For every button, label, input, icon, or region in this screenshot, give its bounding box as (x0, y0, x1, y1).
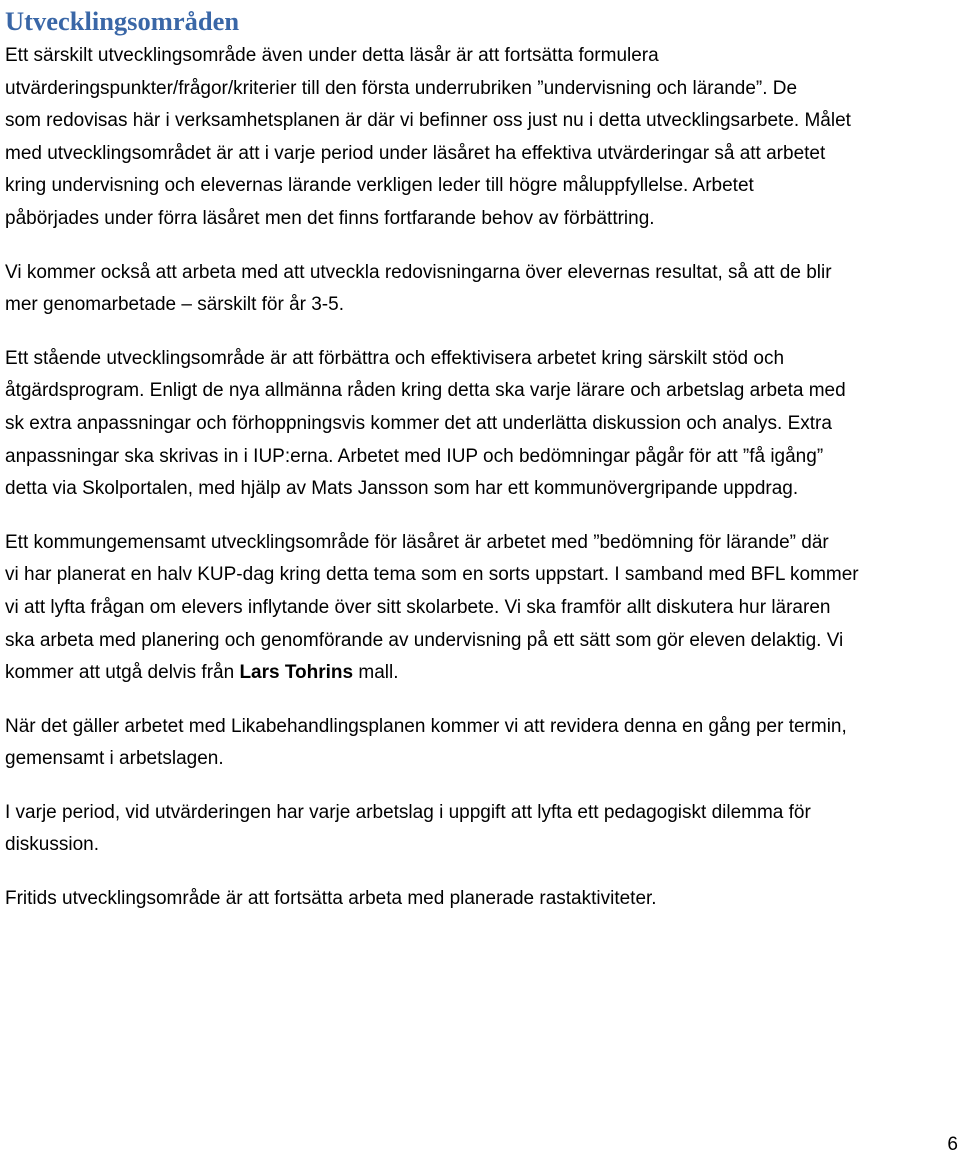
text-line: med utvecklingsområdet är att i varje period under läsåret ha effektiva utvärderingar så att arbetet (5, 142, 826, 164)
text-line: vi har planerat en halv KUP-dag kring detta tema som en sorts uppstart. I samband med BFL kommer (5, 564, 859, 586)
text-line: åtgärdsprogram. Enligt de nya allmänna råden kring detta ska varje lärare och arbetslag arbeta med (5, 380, 846, 402)
paragraph-assessment-for-learning (5, 527, 955, 690)
text-line: gemensamt i arbetslagen. (5, 748, 224, 770)
paragraph-after-school (5, 883, 955, 916)
text-line: Ett stående utvecklingsområde är att förbättra och effektivisera arbetet kring särskilt stöd och (5, 347, 785, 369)
text-line: påbörjades under förra läsåret men det finns fortfarande behov av förbättring. (5, 207, 655, 229)
paragraph-pedagogical-dilemma (5, 797, 955, 862)
text-line: Ett särskilt utvecklingsområde även under detta läsår är att fortsätta formulera (5, 45, 659, 66)
text-line: utvärderingspunkter/frågor/kriterier till den första underrubriken ”undervisning och lärande”. De (5, 77, 798, 99)
author-name: Lars Tohrins (239, 662, 354, 684)
page-number: 6 (947, 1134, 958, 1155)
paragraph-evaluation-criteria (5, 40, 955, 236)
text-line-end: mall. (353, 662, 399, 684)
text-line: Vi kommer också att arbeta med att utveckla redovisningarna över elevernas resultat, så att de blir (5, 261, 832, 283)
text-line-start: kommer att utgå delvis från (5, 662, 240, 684)
text-line: ska arbeta med planering och genomförande av undervisning på ett sätt som gör eleven delaktig. Vi (5, 629, 844, 651)
text-line: I varje period, vid utvärderingen har varje arbetslag i uppgift att lyfta ett pedagogiskt dilemma för (5, 801, 811, 823)
paragraph-equal-treatment-plan (5, 711, 955, 776)
text-line: sk extra anpassningar och förhoppningsvis kommer det att underlätta diskussion och analys. Extra (5, 412, 832, 434)
text-line: Ett kommungemensamt utvecklingsområde för läsåret är arbetet med ”bedömning för lärande” där (5, 531, 829, 553)
paragraph-special-support (5, 343, 955, 506)
section-heading: Utvecklingsområden (5, 6, 240, 36)
text-line: detta via Skolportalen, med hjälp av Mats Jansson som har ett kommunövergripande uppdrag. (5, 478, 799, 500)
text-line: mer genomarbetade – särskilt för år 3-5. (5, 294, 344, 316)
document-page (5, 0, 955, 916)
text-line: diskussion. (5, 834, 99, 856)
text-line: vi att lyfta frågan om elevers inflytande över sitt skolarbete. Vi ska framför allt diskutera hur läraren (5, 596, 831, 618)
text-line: Fritids utvecklingsområde är att fortsätta arbeta med planerade rastaktiviteter. (5, 888, 657, 910)
paragraph-results-reporting (5, 257, 955, 322)
text-line: kring undervisning och elevernas lärande verkligen leder till högre måluppfyllelse. Arbetet (5, 175, 754, 197)
text-line: När det gäller arbetet med Likabehandlingsplanen kommer vi att revidera denna en gång per termin, (5, 715, 847, 737)
text-line: anpassningar ska skrivas in i IUP:erna. Arbetet med IUP och bedömningar pågår för att ”få igång” (5, 445, 824, 467)
text-line: som redovisas här i verksamhetsplanen är där vi befinner oss just nu i detta utvecklingsarbete. Målet (5, 110, 851, 132)
